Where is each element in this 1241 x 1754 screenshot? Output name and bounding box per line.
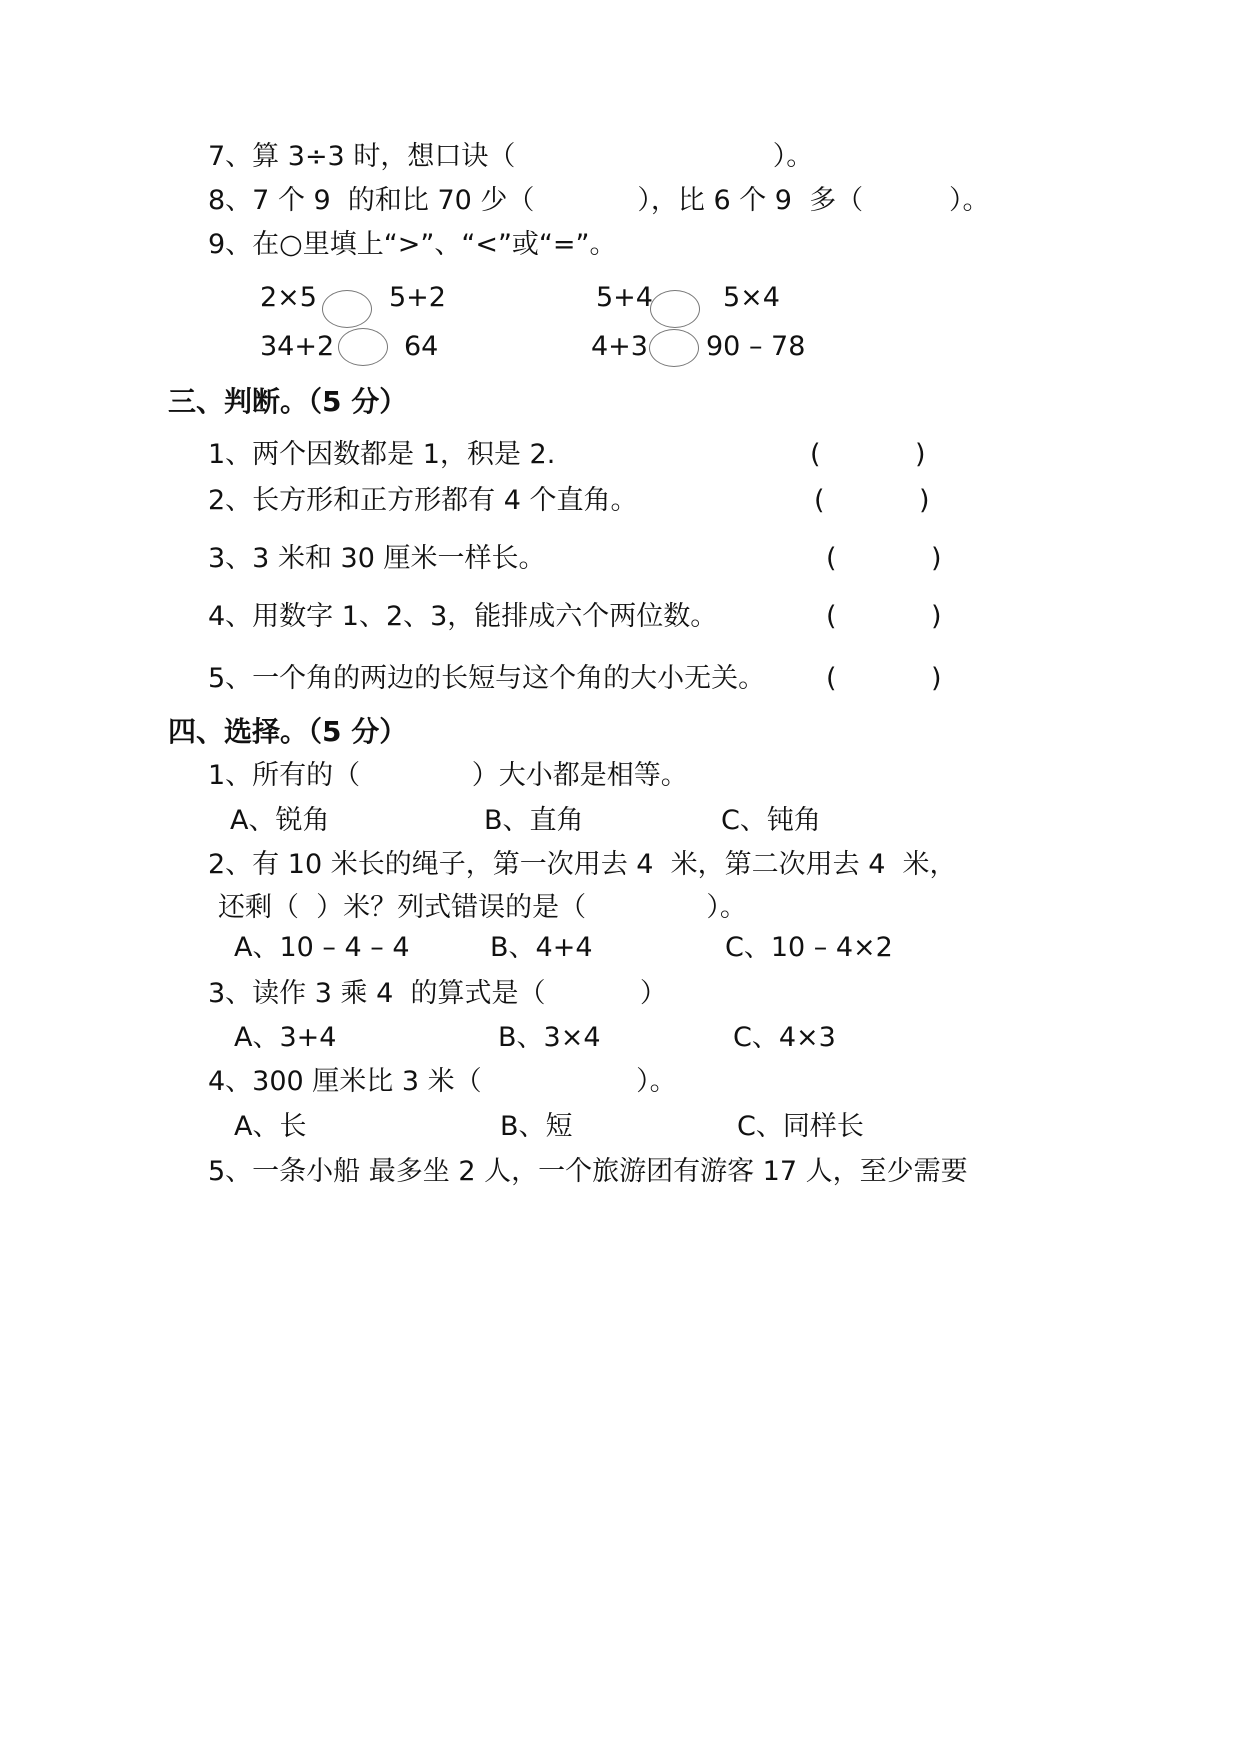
choice-3-option-c[interactable]: C、4×3: [733, 1022, 836, 1053]
choice-1-option-a[interactable]: A、锐角: [230, 805, 330, 836]
choice-question-2: 2、有 10 米长的绳子，第一次用去 4 米，第二次用去 4 米，: [208, 849, 957, 880]
choice-4-option-c[interactable]: C、同样长: [737, 1111, 864, 1142]
judge-paren-4[interactable]: ( ): [826, 601, 942, 632]
choice-3-option-a[interactable]: A、3+4: [234, 1022, 337, 1053]
judge-paren-3[interactable]: ( ): [826, 543, 942, 574]
judge-item-2: 2、长方形和正方形都有 4 个直角。: [208, 485, 638, 516]
compare-right-2: 5×4: [723, 282, 780, 313]
judge-paren-5[interactable]: ( ): [826, 663, 942, 694]
choice-1-option-c[interactable]: C、钝角: [721, 805, 821, 836]
choice-1-option-b[interactable]: B、直角: [484, 805, 584, 836]
compare-right-4: 90 – 78: [706, 331, 806, 362]
choice-question-2-line2: 还剩（ ）米？列式错误的是（ ）。: [218, 892, 747, 923]
compare-right-3: 64: [404, 331, 439, 362]
judge-item-4: 4、用数字 1、2、3，能排成六个两位数。: [208, 601, 718, 632]
compare-circle-4[interactable]: [649, 329, 699, 367]
judge-item-3: 3、3 米和 30 厘米一样长。: [208, 543, 546, 574]
compare-left-4: 4+3: [591, 331, 648, 362]
choice-2-option-a[interactable]: A、10 – 4 – 4: [234, 932, 410, 963]
judge-paren-2[interactable]: ( ): [814, 485, 930, 516]
compare-left-2: 5+4: [596, 282, 653, 313]
choice-4-option-a[interactable]: A、长: [234, 1111, 307, 1142]
question-8: 8、7 个 9 的和比 70 少（ ），比 6 个 9 多（ ）。: [208, 185, 990, 216]
compare-circle-3[interactable]: [338, 328, 388, 366]
choice-question-4: 4、300 厘米比 3 米（ ）。: [208, 1066, 677, 1097]
compare-circle-1[interactable]: [322, 290, 372, 328]
judge-item-5: 5、一个角的两边的长短与这个角的大小无关。: [208, 663, 766, 694]
choice-2-option-c[interactable]: C、10 – 4×2: [725, 932, 893, 963]
choice-3-option-b[interactable]: B、3×4: [498, 1022, 601, 1053]
choice-2-option-b[interactable]: B、4+4: [490, 932, 593, 963]
compare-left-3: 34+2: [260, 331, 335, 362]
choice-4-option-b[interactable]: B、短: [500, 1111, 573, 1142]
judge-paren-1[interactable]: ( ): [810, 439, 926, 470]
question-9: 9、在○里填上“>”、“<”或“=”。: [208, 229, 617, 260]
compare-left-1: 2×5: [260, 282, 317, 313]
judge-item-1: 1、两个因数都是 1，积是 2.: [208, 439, 556, 470]
section-3-title: 三、判断。（5 分）: [168, 385, 408, 418]
question-7: 7、算 3÷3 时，想口诀（ ）。: [208, 141, 814, 172]
compare-circle-2[interactable]: [650, 290, 700, 328]
compare-right-1: 5+2: [389, 282, 446, 313]
choice-question-3: 3、读作 3 乘 4 的算式是（ ）: [208, 978, 667, 1009]
choice-question-1: 1、所有的（ ）大小都是相等。: [208, 760, 688, 791]
section-4-title: 四、选择。（5 分）: [168, 715, 408, 748]
choice-question-5: 5、一条小船 最多坐 2 人，一个旅游团有游客 17 人，至少需要: [208, 1156, 968, 1187]
